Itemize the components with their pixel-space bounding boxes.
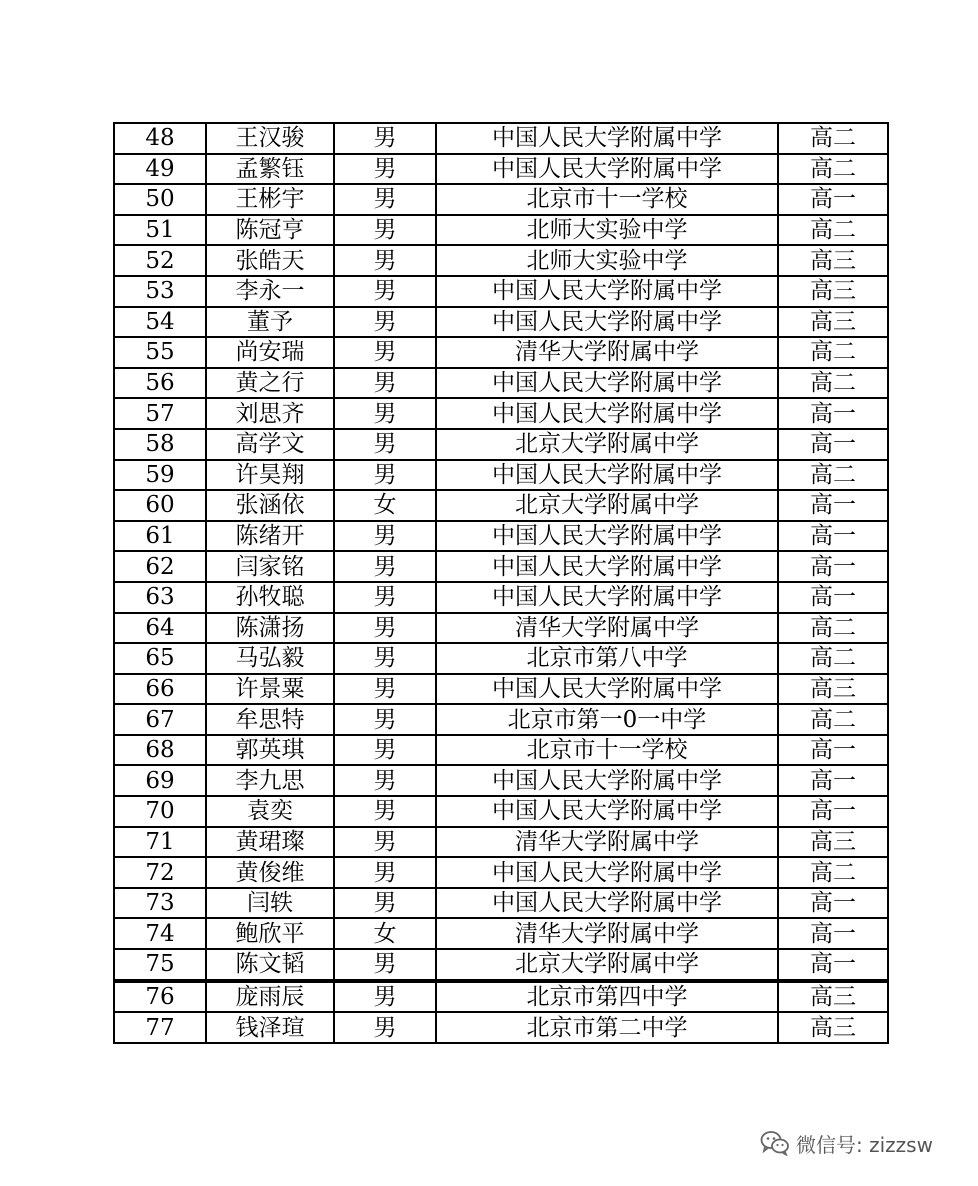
cell-name: 高学文 (206, 429, 334, 460)
cell-school: 清华大学附属中学 (436, 827, 778, 858)
cell-number: 56 (114, 368, 206, 399)
table-row (114, 674, 888, 705)
cell-school: 清华大学附属中学 (436, 918, 778, 949)
cell-school: 北京市第二中学 (436, 1012, 778, 1043)
cell-grade: 高一 (778, 888, 888, 919)
cell-number: 67 (114, 704, 206, 735)
cell-gender: 男 (334, 307, 436, 338)
cell-school: 北京大学附属中学 (436, 949, 778, 981)
cell-name: 李永一 (206, 276, 334, 307)
cell-number: 66 (114, 674, 206, 705)
cell-number: 63 (114, 582, 206, 613)
cell-grade: 高一 (778, 949, 888, 981)
cell-gender: 男 (334, 613, 436, 644)
cell-grade: 高三 (778, 276, 888, 307)
student-list-table (113, 122, 889, 1044)
cell-name: 钱泽瑄 (206, 1012, 334, 1043)
cell-name: 马弘毅 (206, 643, 334, 674)
cell-grade: 高二 (778, 337, 888, 368)
cell-number: 48 (114, 123, 206, 154)
table-row (114, 184, 888, 215)
cell-gender: 男 (334, 429, 436, 460)
cell-school: 中国人民大学附属中学 (436, 307, 778, 338)
cell-number: 73 (114, 888, 206, 919)
cell-number: 50 (114, 184, 206, 215)
cell-name: 许景粟 (206, 674, 334, 705)
cell-gender: 男 (334, 154, 436, 185)
student-list-body (114, 123, 888, 1043)
cell-number: 77 (114, 1012, 206, 1043)
cell-name: 王汉骏 (206, 123, 334, 154)
cell-gender: 男 (334, 857, 436, 888)
cell-grade: 高二 (778, 368, 888, 399)
cell-gender: 男 (334, 888, 436, 919)
cell-grade: 高一 (778, 765, 888, 796)
cell-grade: 高一 (778, 918, 888, 949)
cell-number: 58 (114, 429, 206, 460)
cell-name: 刘思齐 (206, 398, 334, 429)
cell-grade: 高一 (778, 521, 888, 552)
cell-name: 袁奕 (206, 796, 334, 827)
wechat-icon (760, 1130, 790, 1156)
cell-school: 中国人民大学附属中学 (436, 398, 778, 429)
cell-school: 北师大实验中学 (436, 245, 778, 276)
watermark-text: 微信号: zizzsw (796, 1132, 933, 1157)
table-row (114, 888, 888, 919)
cell-name: 陈绪开 (206, 521, 334, 552)
cell-school: 北京市第四中学 (436, 981, 778, 1013)
cell-gender: 男 (334, 1012, 436, 1043)
cell-name: 黄之行 (206, 368, 334, 399)
table-row (114, 827, 888, 858)
cell-gender: 男 (334, 735, 436, 766)
cell-grade: 高二 (778, 215, 888, 246)
cell-name: 孟繁钰 (206, 154, 334, 185)
table-row (114, 307, 888, 338)
cell-grade: 高一 (778, 429, 888, 460)
table-row (114, 1012, 888, 1043)
cell-name: 黄俊维 (206, 857, 334, 888)
table-row (114, 735, 888, 766)
cell-number: 54 (114, 307, 206, 338)
cell-grade: 高一 (778, 735, 888, 766)
cell-grade: 高三 (778, 827, 888, 858)
cell-gender: 男 (334, 368, 436, 399)
cell-gender: 男 (334, 123, 436, 154)
cell-grade: 高一 (778, 796, 888, 827)
cell-number: 49 (114, 154, 206, 185)
cell-school: 清华大学附属中学 (436, 613, 778, 644)
cell-number: 61 (114, 521, 206, 552)
cell-school: 北师大实验中学 (436, 215, 778, 246)
cell-name: 尚安瑞 (206, 337, 334, 368)
cell-number: 55 (114, 337, 206, 368)
cell-number: 57 (114, 398, 206, 429)
cell-school: 中国人民大学附属中学 (436, 551, 778, 582)
cell-grade: 高三 (778, 981, 888, 1013)
cell-number: 75 (114, 949, 206, 981)
cell-gender: 女 (334, 918, 436, 949)
cell-name: 牟思特 (206, 704, 334, 735)
cell-grade: 高二 (778, 704, 888, 735)
table-row (114, 490, 888, 521)
table-row (114, 154, 888, 185)
cell-grade: 高二 (778, 123, 888, 154)
table-row (114, 276, 888, 307)
table-row (114, 123, 888, 154)
cell-grade: 高三 (778, 307, 888, 338)
cell-number: 68 (114, 735, 206, 766)
cell-gender: 男 (334, 949, 436, 981)
cell-grade: 高一 (778, 582, 888, 613)
cell-school: 中国人民大学附属中学 (436, 674, 778, 705)
cell-school: 北京大学附属中学 (436, 429, 778, 460)
cell-gender: 男 (334, 398, 436, 429)
cell-number: 51 (114, 215, 206, 246)
cell-school: 清华大学附属中学 (436, 337, 778, 368)
table-row (114, 643, 888, 674)
cell-number: 70 (114, 796, 206, 827)
cell-school: 中国人民大学附属中学 (436, 276, 778, 307)
cell-number: 76 (114, 981, 206, 1013)
cell-school: 中国人民大学附属中学 (436, 460, 778, 491)
cell-school: 中国人民大学附属中学 (436, 765, 778, 796)
cell-grade: 高二 (778, 643, 888, 674)
table-row (114, 521, 888, 552)
cell-gender: 男 (334, 276, 436, 307)
table-row (114, 981, 888, 1013)
table-row (114, 704, 888, 735)
cell-number: 69 (114, 765, 206, 796)
cell-number: 71 (114, 827, 206, 858)
cell-gender: 男 (334, 245, 436, 276)
cell-gender: 女 (334, 490, 436, 521)
cell-name: 陈冠亨 (206, 215, 334, 246)
cell-gender: 男 (334, 643, 436, 674)
cell-number: 60 (114, 490, 206, 521)
cell-gender: 男 (334, 184, 436, 215)
cell-school: 中国人民大学附属中学 (436, 154, 778, 185)
cell-name: 闫轶 (206, 888, 334, 919)
cell-school: 北京市十一学校 (436, 735, 778, 766)
cell-name: 董予 (206, 307, 334, 338)
cell-grade: 高二 (778, 857, 888, 888)
table-row (114, 398, 888, 429)
table-row (114, 460, 888, 491)
cell-school: 中国人民大学附属中学 (436, 888, 778, 919)
cell-school: 中国人民大学附属中学 (436, 796, 778, 827)
cell-number: 59 (114, 460, 206, 491)
cell-grade: 高一 (778, 551, 888, 582)
cell-school: 北京市十一学校 (436, 184, 778, 215)
cell-gender: 男 (334, 981, 436, 1013)
cell-number: 64 (114, 613, 206, 644)
cell-number: 62 (114, 551, 206, 582)
table-row (114, 613, 888, 644)
cell-name: 张涵依 (206, 490, 334, 521)
cell-grade: 高二 (778, 613, 888, 644)
table-row (114, 796, 888, 827)
cell-school: 中国人民大学附属中学 (436, 521, 778, 552)
cell-gender: 男 (334, 551, 436, 582)
cell-gender: 男 (334, 460, 436, 491)
table-row (114, 918, 888, 949)
table-row (114, 215, 888, 246)
cell-number: 52 (114, 245, 206, 276)
cell-school: 中国人民大学附属中学 (436, 368, 778, 399)
cell-name: 孙牧聪 (206, 582, 334, 613)
cell-grade: 高一 (778, 184, 888, 215)
cell-school: 中国人民大学附属中学 (436, 857, 778, 888)
cell-name: 郭英琪 (206, 735, 334, 766)
cell-grade: 高二 (778, 154, 888, 185)
cell-gender: 男 (334, 582, 436, 613)
table-row (114, 429, 888, 460)
cell-name: 闫家铭 (206, 551, 334, 582)
cell-gender: 男 (334, 337, 436, 368)
table-row (114, 857, 888, 888)
cell-gender: 男 (334, 796, 436, 827)
cell-name: 王彬宇 (206, 184, 334, 215)
cell-grade: 高三 (778, 1012, 888, 1043)
table-row (114, 765, 888, 796)
cell-school: 中国人民大学附属中学 (436, 123, 778, 154)
cell-gender: 男 (334, 674, 436, 705)
cell-grade: 高二 (778, 460, 888, 491)
cell-gender: 男 (334, 827, 436, 858)
table-row (114, 551, 888, 582)
cell-grade: 高一 (778, 490, 888, 521)
cell-name: 陈潇扬 (206, 613, 334, 644)
cell-number: 65 (114, 643, 206, 674)
cell-gender: 男 (334, 765, 436, 796)
table-row (114, 337, 888, 368)
cell-name: 李九思 (206, 765, 334, 796)
cell-school: 北京大学附属中学 (436, 490, 778, 521)
table-row (114, 949, 888, 981)
cell-grade: 高三 (778, 674, 888, 705)
cell-gender: 男 (334, 704, 436, 735)
table-row (114, 245, 888, 276)
cell-grade: 高三 (778, 245, 888, 276)
cell-name: 陈文韬 (206, 949, 334, 981)
watermark (760, 1128, 933, 1158)
cell-gender: 男 (334, 521, 436, 552)
cell-school: 北京市第一0一中学 (436, 704, 778, 735)
cell-name: 鲍欣平 (206, 918, 334, 949)
cell-name: 张皓天 (206, 245, 334, 276)
cell-name: 许昊翔 (206, 460, 334, 491)
table-row (114, 368, 888, 399)
cell-number: 53 (114, 276, 206, 307)
cell-school: 北京市第八中学 (436, 643, 778, 674)
table-row (114, 582, 888, 613)
cell-school: 中国人民大学附属中学 (436, 582, 778, 613)
cell-grade: 高一 (778, 398, 888, 429)
cell-number: 74 (114, 918, 206, 949)
cell-gender: 男 (334, 215, 436, 246)
cell-name: 黄珺璨 (206, 827, 334, 858)
cell-name: 庞雨辰 (206, 981, 334, 1013)
cell-number: 72 (114, 857, 206, 888)
